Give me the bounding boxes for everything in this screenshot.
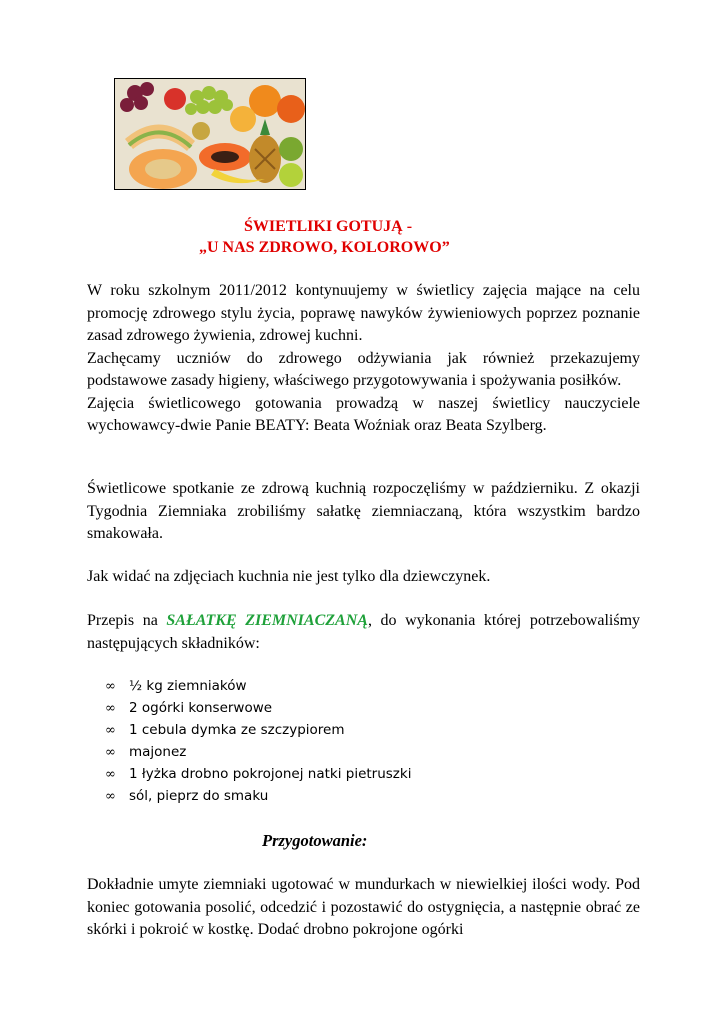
ingredient-text: sól, pieprz do smaku — [129, 788, 269, 804]
ingredient-text: 1 łyżka drobno pokrojonej natki pietruszki — [129, 766, 412, 782]
ingredient-text: 2 ogórki konserwowe — [129, 700, 273, 716]
ingredient-text: ½ kg ziemniaków — [129, 678, 247, 694]
photos-note-paragraph: Jak widać na zdjęciach kuchnia nie jest tylko dla dziewczynek. — [87, 568, 491, 585]
fruit-vegetable-photo — [114, 78, 306, 190]
title-line-2: „U NAS ZDROWO, KOLOROWO” — [199, 239, 450, 256]
list-item — [105, 785, 411, 807]
list-item — [105, 719, 411, 741]
infinity-bullet-icon: ∞ — [105, 723, 116, 738]
list-item — [105, 697, 411, 719]
preparation-heading: Przygotowanie: — [262, 831, 368, 850]
intro-paragraph-2: Zachęcamy uczniów do zdrowego odżywiania jak również przekazujemy podstawowe zasady higieny, właściwego przygotowywania i spożywania posiłków. — [87, 349, 640, 389]
ingredient-text: majonez — [129, 744, 187, 760]
recipe-intro-after: , do wykonania której potrzebowaliśmy następujących składników: — [87, 612, 641, 652]
ingredients-list — [105, 675, 411, 807]
infinity-bullet-icon: ∞ — [105, 789, 116, 804]
recipe-intro-before: Przepis na — [87, 612, 167, 629]
intro-section — [87, 280, 640, 438]
fruit-photo-icon — [115, 79, 305, 189]
meeting-paragraph: Świetlicowe spotkanie ze zdrową kuchnią rozpoczęliśmy w październiku. Z okazji Tygodnia Ziemniaka zrobiliśmy sałatkę ziemniaczaną, która wszystkim bardzo smakowała. — [87, 480, 640, 542]
list-item — [105, 763, 411, 785]
infinity-bullet-icon: ∞ — [105, 745, 116, 760]
infinity-bullet-icon: ∞ — [105, 767, 116, 782]
ingredient-text: 1 cebula dymka ze szczypiorem — [129, 722, 345, 738]
recipe-name-highlight: SAŁATKĘ ZIEMNIACZANĄ — [166, 612, 368, 629]
recipe-intro-paragraph — [87, 610, 640, 655]
intro-paragraph-3: Zajęcia świetlicowego gotowania prowadzą w naszej świetlicy nauczyciele wychowawcy-dwie Panie BEATY: Beata Woźniak oraz Beata Szylberg. — [87, 394, 640, 434]
list-item — [105, 741, 411, 763]
preparation-paragraph: Dokładnie umyte ziemniaki ugotować w mundurkach w niewielkiej ilości wody. Pod koniec gotowania posolić, odcedzić i pozostawić do ostygnięcia, a następnie obrać ze skórki i pokroić w kostkę. Dodać drobno pokrojone ogórki — [87, 876, 640, 938]
intro-paragraph-1: W roku szkolnym 2011/2012 kontynuujemy w świetlicy zajęcia mające na celu promocję zdrowego stylu życia, poprawę nawyków żywieniowych poprzez poznanie zasad zdrowego żywienia, zdrowej kuchni. — [87, 282, 640, 344]
infinity-bullet-icon: ∞ — [105, 679, 116, 694]
infinity-bullet-icon: ∞ — [105, 701, 116, 716]
title-line-1: ŚWIETLIKI GOTUJĄ - — [244, 218, 413, 235]
list-item — [105, 675, 411, 697]
